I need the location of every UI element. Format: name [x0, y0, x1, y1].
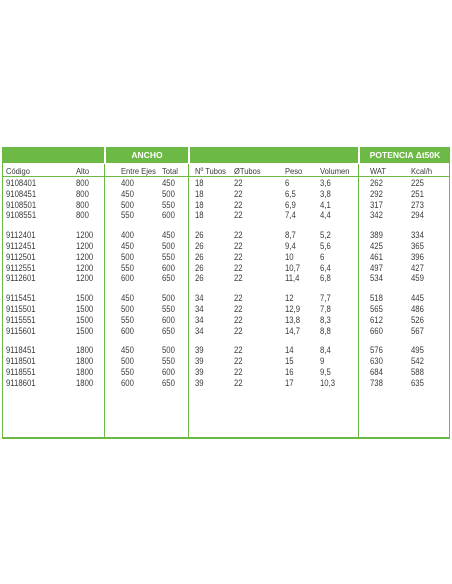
table-cell-codigo: 9118551: [6, 367, 36, 377]
table-cell-alto: 1200: [76, 241, 94, 251]
table-cell-codigo: 9115601: [6, 325, 36, 336]
table-cell-peso: 6,5: [285, 188, 296, 199]
table-cell-wat: 576: [370, 345, 383, 356]
table-cell-alto: 1800: [76, 345, 94, 356]
table-cell-o-tubos: 22: [234, 345, 243, 356]
table-cell-total: 650: [162, 325, 175, 336]
table-cell-alto: 1200: [76, 262, 94, 273]
table-cell-total: 600: [162, 314, 175, 325]
table-cell-alto: 1500: [76, 293, 94, 304]
table-cell-codigo: 9112551: [6, 262, 36, 273]
table-cell-codigo: 9108551: [6, 210, 37, 221]
table-cell-o-tubos: 22: [234, 230, 243, 241]
table-cell-codigo: 9112601: [6, 273, 36, 284]
table-cell-alto: 1500: [76, 314, 94, 325]
table-cell-total: 500: [162, 188, 175, 199]
table-cell-entre-ejes: 550: [121, 367, 134, 377]
table-cell-total: 650: [162, 273, 175, 284]
table-cell-total: 500: [162, 241, 175, 251]
header-peso: Peso: [285, 166, 303, 176]
header-codigo: Código: [6, 166, 30, 176]
table-cell-total: 550: [162, 199, 175, 210]
table-cell-entre-ejes: 500: [121, 199, 134, 210]
table-cell-kcal-h: 396: [411, 251, 424, 262]
table-cell-wat: 292: [370, 188, 383, 199]
table-cell-entre-ejes: 450: [121, 345, 134, 356]
table-cell-n-tubos: 18: [195, 178, 204, 188]
table-cell-alto: 1200: [76, 273, 94, 284]
table-cell-entre-ejes: 600: [121, 377, 134, 388]
header-total: Total: [162, 166, 178, 176]
table-cell-wat: 660: [370, 325, 383, 336]
header-o-tubos: ØTubos: [234, 166, 261, 176]
table-cell-volumen: 10,3: [320, 377, 336, 388]
table-cell-peso: 10,7: [285, 262, 301, 273]
table-cell-total: 600: [162, 367, 175, 377]
table-cell-entre-ejes: 500: [121, 356, 134, 367]
table-cell-volumen: 3,6: [320, 178, 331, 188]
table-cell-entre-ejes: 450: [121, 188, 134, 199]
table-cell-total: 600: [162, 210, 175, 221]
table-cell-peso: 12: [285, 293, 294, 304]
table-cell-volumen: 5,2: [320, 230, 331, 241]
table-cell-codigo: 9108401: [6, 178, 37, 188]
table-cell-kcal-h: 588: [411, 367, 424, 377]
table-cell-codigo: 9118451: [6, 345, 36, 356]
table-cell-o-tubos: 22: [234, 262, 243, 273]
table-frame-left: [2, 147, 3, 438]
table-cell-codigo: 9118601: [6, 377, 36, 388]
table-cell-peso: 7,4: [285, 210, 296, 221]
table-cell-wat: 612: [370, 314, 383, 325]
table-cell-wat: 262: [370, 178, 383, 188]
table-cell-entre-ejes: 550: [121, 314, 134, 325]
table-cell-o-tubos: 22: [234, 199, 243, 210]
table-cell-n-tubos: 26: [195, 273, 204, 284]
table-cell-total: 600: [162, 262, 175, 273]
table-cell-total: 500: [162, 293, 175, 304]
table-cell-peso: 8,7: [285, 230, 296, 241]
potencia-label: POTENCIA Δt50K: [369, 150, 441, 160]
header-entre-ejes: Entre Ejes: [121, 166, 156, 176]
table-cell-volumen: 4,4: [320, 210, 331, 221]
table-cell-total: 650: [162, 377, 175, 388]
table-cell-n-tubos: 34: [195, 293, 204, 304]
table-cell-wat: 630: [370, 356, 383, 367]
table-cell-alto: 1500: [76, 325, 94, 336]
divider-ancho-left: [104, 164, 105, 438]
table-cell-o-tubos: 22: [234, 325, 243, 336]
table-cell-entre-ejes: 500: [121, 304, 134, 314]
table-cell-alto: 1800: [76, 377, 94, 388]
group-header-blank-2: [190, 147, 358, 163]
table-cell-o-tubos: 22: [234, 304, 243, 314]
table-cell-wat: 497: [370, 262, 383, 273]
group-header-blank-1: [2, 147, 104, 163]
table-cell-kcal-h: 526: [411, 314, 424, 325]
table-cell-n-tubos: 26: [195, 262, 204, 273]
table-cell-volumen: 9,5: [320, 367, 331, 377]
table-cell-n-tubos: 34: [195, 314, 204, 325]
table-cell-peso: 6: [285, 178, 290, 188]
table-cell-alto: 1800: [76, 367, 94, 377]
table-cell-o-tubos: 22: [234, 241, 243, 251]
table-cell-o-tubos: 22: [234, 367, 243, 377]
table-cell-entre-ejes: 500: [121, 251, 134, 262]
table-cell-wat: 684: [370, 367, 383, 377]
table-cell-volumen: 3,8: [320, 188, 331, 199]
table-cell-entre-ejes: 400: [121, 230, 134, 241]
table-cell-kcal-h: 486: [411, 304, 424, 314]
table-cell-peso: 10: [285, 251, 294, 262]
divider-potencia-left: [358, 164, 359, 438]
table-cell-peso: 15: [285, 356, 294, 367]
table-cell-o-tubos: 22: [234, 188, 243, 199]
header-alto: Alto: [76, 166, 90, 176]
table-cell-alto: 800: [76, 210, 89, 221]
table-cell-wat: 565: [370, 304, 383, 314]
table-cell-kcal-h: 427: [411, 262, 424, 273]
table-cell-kcal-h: 635: [411, 377, 424, 388]
table-cell-kcal-h: 542: [411, 356, 424, 367]
table-cell-peso: 12,9: [285, 304, 301, 314]
table-cell-entre-ejes: 600: [121, 273, 134, 284]
table-cell-codigo: 9115551: [6, 314, 36, 325]
table-cell-volumen: 6: [320, 251, 325, 262]
ancho-label: ANCHO: [131, 150, 163, 160]
table-cell-n-tubos: 39: [195, 367, 204, 377]
table-cell-codigo: 9118501: [6, 356, 36, 367]
table-cell-volumen: 7,7: [320, 293, 331, 304]
table-cell-peso: 16: [285, 367, 294, 377]
table-cell-o-tubos: 22: [234, 356, 243, 367]
table-cell-volumen: 5,6: [320, 241, 331, 251]
table-cell-kcal-h: 459: [411, 273, 424, 284]
table-cell-wat: 738: [370, 377, 383, 388]
table-cell-kcal-h: 567: [411, 325, 424, 336]
table-cell-total: 550: [162, 304, 175, 314]
table-cell-alto: 1200: [76, 230, 94, 241]
table-cell-codigo: 9115501: [6, 304, 36, 314]
table-cell-codigo: 9115451: [6, 293, 36, 304]
group-header-potencia: [360, 147, 450, 163]
table-cell-entre-ejes: 600: [121, 325, 134, 336]
table-cell-volumen: 4,1: [320, 199, 331, 210]
table-cell-wat: 389: [370, 230, 383, 241]
table-cell-entre-ejes: 550: [121, 210, 134, 221]
table-cell-codigo: 9108501: [6, 199, 37, 210]
table-cell-peso: 14: [285, 345, 294, 356]
table-cell-volumen: 6,4: [320, 262, 331, 273]
table-cell-kcal-h: 251: [411, 188, 424, 199]
table-cell-kcal-h: 334: [411, 230, 424, 241]
table-cell-alto: 800: [76, 178, 89, 188]
table-cell-volumen: 8,4: [320, 345, 331, 356]
table-cell-wat: 534: [370, 273, 383, 284]
table-cell-volumen: 8,8: [320, 325, 331, 336]
table-cell-o-tubos: 22: [234, 314, 243, 325]
table-cell-total: 450: [162, 230, 175, 241]
table-cell-alto: 800: [76, 199, 89, 210]
table-cell-entre-ejes: 450: [121, 293, 134, 304]
table-cell-volumen: 9: [320, 356, 325, 367]
table-cell-total: 500: [162, 345, 175, 356]
table-cell-n-tubos: 26: [195, 251, 204, 262]
table-cell-alto: 1800: [76, 356, 94, 367]
table-cell-codigo: 9112451: [6, 241, 36, 251]
table-cell-n-tubos: 34: [195, 304, 204, 314]
table-cell-wat: 425: [370, 241, 383, 251]
table-cell-alto: 1500: [76, 304, 94, 314]
table-cell-kcal-h: 273: [411, 199, 424, 210]
table-cell-wat: 518: [370, 293, 383, 304]
table-frame-bottom: [2, 437, 450, 439]
table-cell-volumen: 6,8: [320, 273, 331, 284]
group-header-bar: [2, 147, 450, 163]
table-cell-o-tubos: 22: [234, 210, 243, 221]
table-cell-kcal-h: 445: [411, 293, 424, 304]
header-wat: WAT: [370, 166, 386, 176]
table-cell-n-tubos: 26: [195, 241, 204, 251]
header-volumen: Volumen: [320, 166, 350, 176]
table-cell-peso: 17: [285, 377, 294, 388]
table-cell-n-tubos: 26: [195, 230, 204, 241]
table-cell-n-tubos: 34: [195, 325, 204, 336]
table-cell-codigo: 9112401: [6, 230, 36, 241]
table-cell-total: 550: [162, 356, 175, 367]
table-cell-peso: 11,4: [285, 273, 300, 284]
table-cell-peso: 6,9: [285, 199, 296, 210]
table-cell-kcal-h: 365: [411, 241, 424, 251]
table-cell-volumen: 8,3: [320, 314, 331, 325]
table-cell-codigo: 9108451: [6, 188, 37, 199]
table-cell-kcal-h: 495: [411, 345, 424, 356]
table-cell-entre-ejes: 400: [121, 178, 134, 188]
table-cell-volumen: 7,8: [320, 304, 331, 314]
table-cell-o-tubos: 22: [234, 273, 243, 284]
table-cell-entre-ejes: 450: [121, 241, 134, 251]
table-cell-o-tubos: 22: [234, 293, 243, 304]
table-cell-n-tubos: 18: [195, 199, 204, 210]
group-header-ancho: [106, 147, 188, 163]
table-cell-peso: 14,7: [285, 325, 301, 336]
table-cell-n-tubos: 18: [195, 188, 204, 199]
table-cell-peso: 13,8: [285, 314, 301, 325]
table-cell-total: 450: [162, 178, 175, 188]
table-cell-o-tubos: 22: [234, 377, 243, 388]
table-cell-n-tubos: 39: [195, 377, 204, 388]
table-cell-n-tubos: 18: [195, 210, 204, 221]
table-cell-wat: 317: [370, 199, 383, 210]
table-cell-o-tubos: 22: [234, 251, 243, 262]
table-cell-kcal-h: 225: [411, 178, 424, 188]
header-n-tubos: Nº Tubos: [195, 166, 226, 176]
table-cell-wat: 461: [370, 251, 383, 262]
table-cell-o-tubos: 22: [234, 178, 243, 188]
table-cell-wat: 342: [370, 210, 383, 221]
divider-ancho-right: [188, 164, 189, 438]
table-cell-n-tubos: 39: [195, 356, 204, 367]
table-cell-codigo: 9112501: [6, 251, 36, 262]
header-kcal-h: Kcal/h: [411, 166, 433, 176]
table-frame-right: [449, 147, 450, 438]
table-cell-alto: 800: [76, 188, 89, 199]
table-cell-n-tubos: 39: [195, 345, 204, 356]
table-cell-entre-ejes: 550: [121, 262, 134, 273]
table-cell-alto: 1200: [76, 251, 94, 262]
table-cell-peso: 9,4: [285, 241, 296, 251]
table-cell-total: 550: [162, 251, 175, 262]
table-cell-kcal-h: 294: [411, 210, 424, 221]
